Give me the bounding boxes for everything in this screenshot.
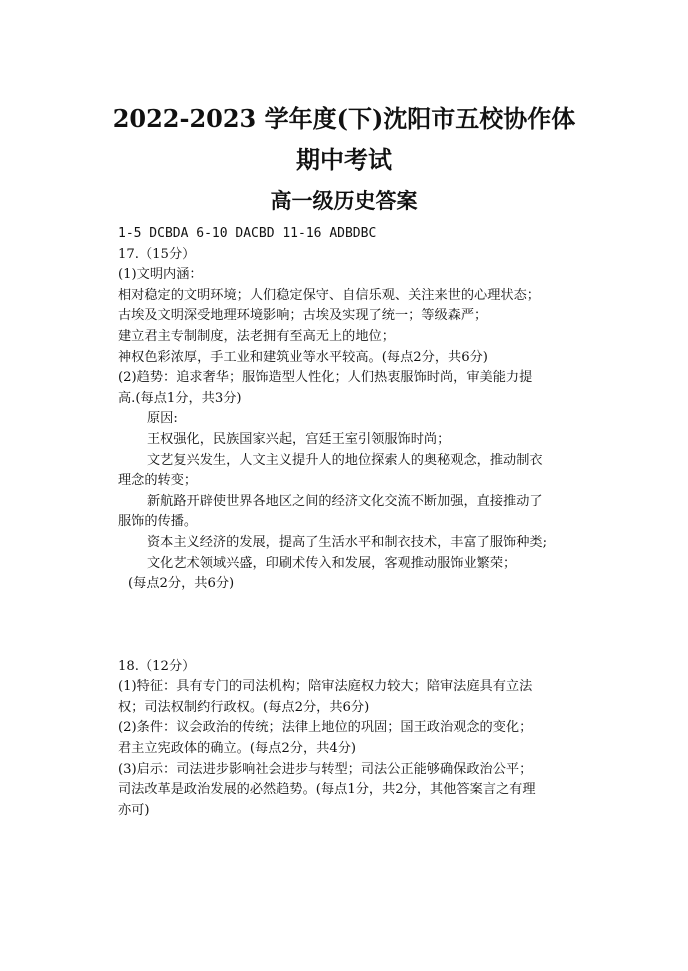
exam-name: 期中考试 — [296, 145, 392, 174]
q17-part1-line: 相对稳定的文明环境；人们稳定保守、自信乐观、关注来世的心理状态； — [118, 287, 540, 303]
q17-reason-label: 原因: — [147, 411, 178, 427]
q17-part2-line: 高.(每点1分，共3分) — [118, 390, 242, 406]
document-title: 2022-2023 学年度(下)沈阳市五校协作体 — [112, 104, 576, 133]
q17-reason-cont: 服饰的传播。 — [118, 514, 198, 530]
q17-reason: 资本主义经济的发展，提高了生活水平和制衣技术，丰富了服饰种类; — [147, 534, 548, 550]
q17-part2-line: (2)趋势：追求奢华；服饰造型人性化；人们热衷服饰时尚，审美能力提 — [118, 370, 533, 386]
q17-reason: 新航路开辟使世界各地区之间的经济文化交流不断加强，直接推动了 — [147, 493, 543, 509]
q18-line: 亦可) — [118, 802, 150, 818]
q17-heading: 17.（15分） — [118, 246, 196, 262]
q17-part1-line: 建立君主专制制度，法老拥有至高无上的地位； — [118, 328, 395, 344]
section-gap — [118, 595, 578, 657]
q18-line: (2)条件：议会政治的传统；法律上地位的巩固；国王政治观念的变化； — [118, 720, 533, 736]
q17-part1-label: (1)文明内涵： — [118, 267, 203, 283]
q17-reason: 文化艺术领域兴盛，印刷术传入和发展，客观推动服饰业繁荣； — [147, 555, 517, 571]
q18-line: 君主立宪政体的确立。(每点2分，共4分) — [118, 741, 357, 757]
choice-answers: 1-5 DCBDA 6-10 DACBD 11-16 ADBDBC — [118, 226, 377, 241]
q18-heading: 18.（12分） — [118, 658, 196, 674]
q17-reason: 王权强化，民族国家兴起，宫廷王室引领服饰时尚； — [147, 431, 451, 447]
q18-line: (3)启示：司法进步影响社会进步与转型；司法公正能够确保政治公平； — [118, 761, 533, 777]
q17-reason: 文艺复兴发生，人文主义提升人的地位探索人的奥秘观念，推动制衣 — [147, 452, 543, 468]
q17-part1-line: 古埃及文明深受地理环境影响；古埃及实现了统一；等级森严； — [118, 308, 488, 324]
q18-line: (1)特征：具有专门的司法机构；陪审法庭权力较大；陪审法庭具有立法 — [118, 679, 533, 695]
q18-line: 司法改革是政治发展的必然趋势。(每点1分，共2分，其他答案言之有理 — [118, 782, 536, 798]
answer-body — [118, 224, 578, 821]
q18-line: 权；司法权制约行政权。(每点2分，共6分) — [118, 699, 370, 715]
document-subtitle: 高一级历史答案 — [270, 188, 418, 213]
q17-reason-score: (每点2分，共6分) — [128, 576, 235, 592]
q17-part1-line: 神权色彩浓厚，手工业和建筑业等水平较高。(每点2分，共6分) — [118, 349, 488, 365]
q17-reason-cont: 理念的转变； — [118, 473, 198, 489]
